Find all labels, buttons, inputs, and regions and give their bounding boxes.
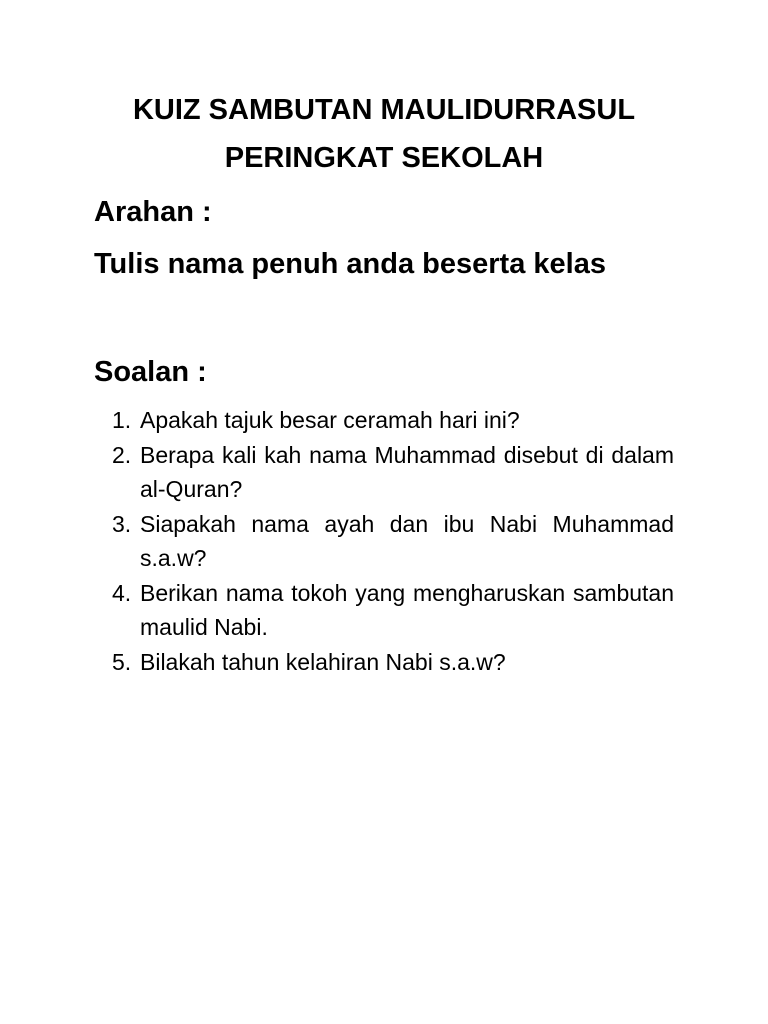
question-number: 3. [112, 510, 132, 537]
instruction-text: Tulis nama penuh anda beserta kelas [94, 248, 606, 280]
title-line-1: KUIZ SAMBUTAN MAULIDURRASUL [132, 94, 636, 126]
question-text: Siapakah nama ayah dan ibu Nabi Muhammad s.a.w? [140, 510, 674, 571]
question-number: 2. [112, 441, 132, 468]
title-line-2: PERINGKAT SEKOLAH [224, 142, 544, 174]
question-text: Berikan nama tokoh yang mengharuskan sambutan maulid Nabi. [140, 579, 674, 640]
question-item-1 [112, 403, 674, 438]
question-item-5 [112, 645, 674, 680]
question-list [112, 403, 674, 679]
question-text: Bilakah tahun kelahiran Nabi s.a.w? [140, 648, 506, 675]
question-number: 5. [112, 648, 132, 675]
question-item-3 [112, 507, 674, 576]
question-number: 1. [112, 407, 132, 433]
soalan-heading: Soalan : [94, 356, 207, 388]
question-item-4 [112, 576, 674, 645]
question-text: Apakah tajuk besar ceramah hari ini? [140, 407, 520, 433]
question-text: Berapa kali kah nama Muhammad disebut di dalam al-Quran? [140, 441, 674, 502]
document-title [80, 86, 688, 182]
question-item-2 [112, 438, 674, 507]
arahan-heading: Arahan : [94, 196, 212, 228]
question-number: 4. [112, 579, 132, 606]
